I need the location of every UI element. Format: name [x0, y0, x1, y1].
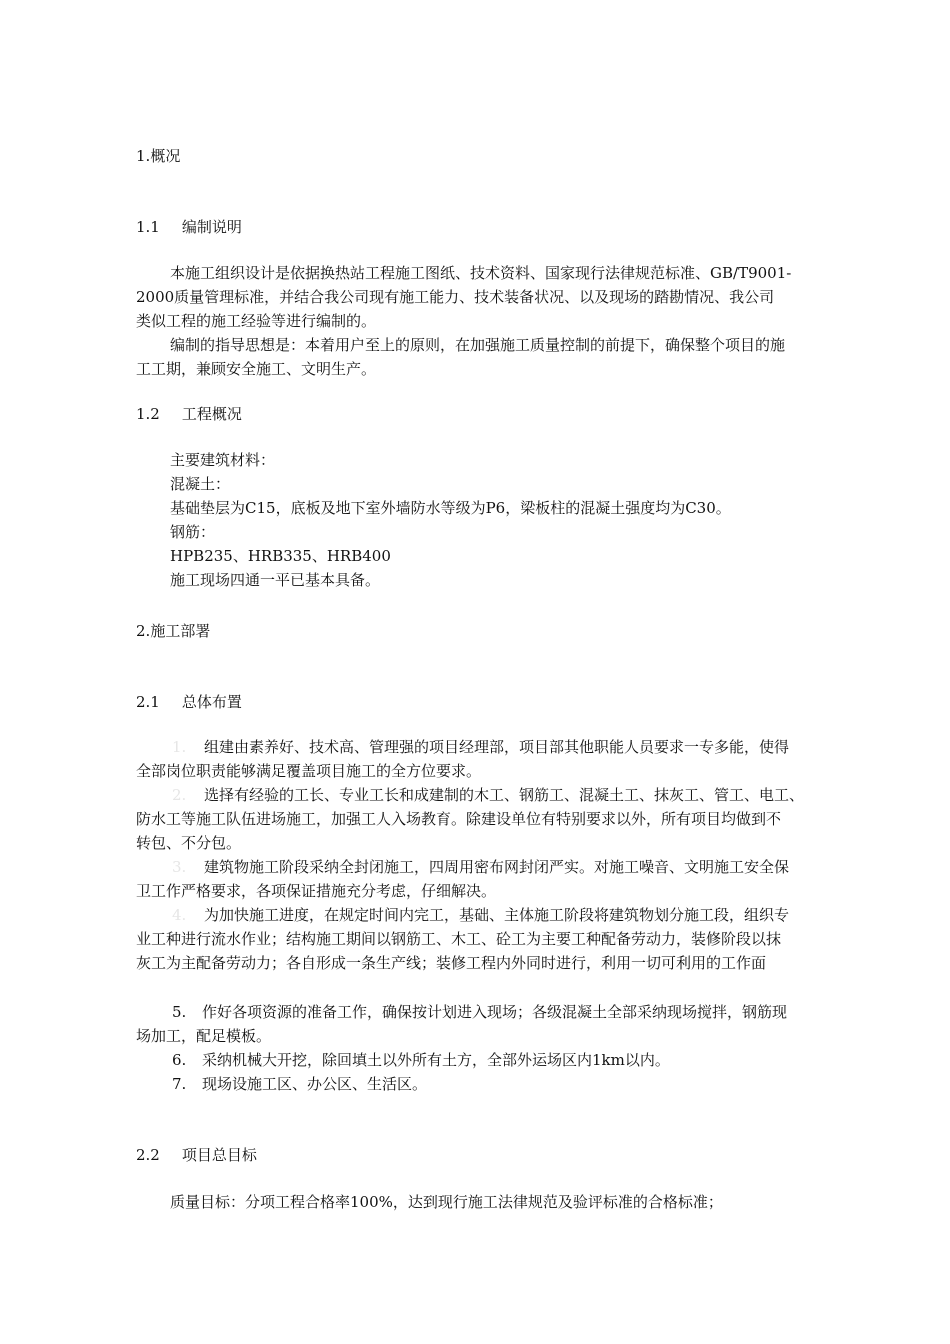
- heading-2-2-title: 项目总目标: [181, 1146, 257, 1164]
- list-item-line: 场加工，配足模板。: [136, 1027, 272, 1045]
- heading-2: [136, 621, 210, 641]
- heading-2-2: [136, 1145, 257, 1165]
- overview-line: 钢筋：: [170, 523, 216, 541]
- list-item-line: 灰工为主配备劳动力；各自形成一条生产线；装修工程内外同时进行，利用一切可利用的工作面: [136, 954, 767, 972]
- list-item: [172, 905, 789, 925]
- list-item-line: 卫工作严格要求，各项保证措施充分考虑，仔细解决。: [136, 882, 497, 900]
- list-item-line: 为加快施工进度，在规定时间内完工，基础、主体施工阶段将建筑物划分施工段，组织专: [204, 906, 790, 924]
- quality-target-line: 质量目标：分项工程合格率100%，达到现行施工法律规范及验评标准的合格标准；: [170, 1193, 723, 1211]
- list-marker: 4.: [172, 906, 187, 924]
- heading-1-2-title: 工程概况: [181, 405, 242, 423]
- list-item: [172, 1002, 787, 1022]
- list-item: [172, 1050, 670, 1070]
- heading-2-2-number: 2.2: [136, 1146, 160, 1164]
- list-item-line: 业工种进行流水作业；结构施工期间以钢筋工、木工、砼工为主要工种配备劳动力，装修阶段以抹: [136, 930, 782, 948]
- heading-1-2: [136, 404, 242, 424]
- list-item-line: 全部岗位职责能够满足覆盖项目施工的全方位要求。: [136, 762, 482, 780]
- paragraph-line: 2000质量管理标准，并结合我公司现有施工能力、技术装备状况、以及现场的踏勘情况、我公司: [136, 288, 775, 306]
- list-item-line: 采纳机械大开挖，除回填土以外所有土方，全部外运场区内1km以内。: [202, 1051, 670, 1069]
- overview-line: 主要建筑材料：: [170, 451, 276, 469]
- list-item-line: 防水工等施工队伍进场施工，加强工人入场教育。除建设单位有特别要求以外，所有项目均做到不: [136, 810, 782, 828]
- list-marker: 1.: [172, 738, 187, 756]
- heading-2-title: 施工部署: [150, 622, 211, 640]
- list-item-line: 转包、不分包。: [136, 834, 242, 852]
- heading-1: [136, 146, 180, 166]
- heading-2-1-number: 2.1: [136, 693, 160, 711]
- list-marker: 7.: [172, 1075, 187, 1093]
- list-item: [172, 785, 804, 805]
- heading-2-1: [136, 692, 242, 712]
- paragraph-line: 编制的指导思想是：本着用户至上的原则，在加强施工质量控制的前提下，确保整个项目的施: [170, 336, 786, 354]
- overview-line: 混凝土：: [170, 475, 231, 493]
- list-item-line: 选择有经验的工长、专业工长和成建制的木工、钢筋工、混凝土工、抹灰工、管工、电工、: [204, 786, 805, 804]
- heading-1-number: 1.: [136, 147, 151, 165]
- heading-1-1-title: 编制说明: [181, 218, 242, 236]
- paragraph-line: 类似工程的施工经验等进行编制的。: [136, 312, 377, 330]
- list-item: [172, 737, 789, 757]
- heading-1-2-number: 1.2: [136, 405, 160, 423]
- heading-2-number: 2.: [136, 622, 151, 640]
- list-item-line: 组建由素养好、技术高、管理强的项目经理部，项目部其他职能人员要求一专多能，使得: [204, 738, 790, 756]
- overview-line: 基础垫层为C15，底板及地下室外墙防水等级为P6，梁板柱的混凝土强度均为C30。: [170, 499, 731, 517]
- heading-1-1-number: 1.1: [136, 218, 160, 236]
- list-marker: 5.: [172, 1003, 187, 1021]
- list-item: [172, 857, 789, 877]
- overview-line: HPB235、HRB335、HRB400: [170, 547, 391, 565]
- list-item-line: 作好各项资源的准备工作，确保按计划进入现场；各级混凝土全部采纳现场搅拌，钢筋现: [202, 1003, 788, 1021]
- list-marker: 6.: [172, 1051, 187, 1069]
- list-item-line: 建筑物施工阶段采纳全封闭施工，四周用密布网封闭严实。对施工噪音、文明施工安全保: [204, 858, 790, 876]
- paragraph-line: 本施工组织设计是依据换热站工程施工图纸、技术资料、国家现行法律规范标准、GB/T9001-: [170, 264, 792, 282]
- heading-2-1-title: 总体布置: [181, 693, 242, 711]
- overview-line: 施工现场四通一平已基本具备。: [170, 571, 381, 589]
- paragraph-line: 工工期，兼顾安全施工、文明生产。: [136, 360, 377, 378]
- list-item: [172, 1074, 427, 1094]
- list-marker: 2.: [172, 786, 187, 804]
- heading-1-1: [136, 217, 242, 237]
- list-marker: 3.: [172, 858, 187, 876]
- heading-1-title: 概况: [150, 147, 181, 165]
- list-item-line: 现场设施工区、办公区、生活区。: [202, 1075, 428, 1093]
